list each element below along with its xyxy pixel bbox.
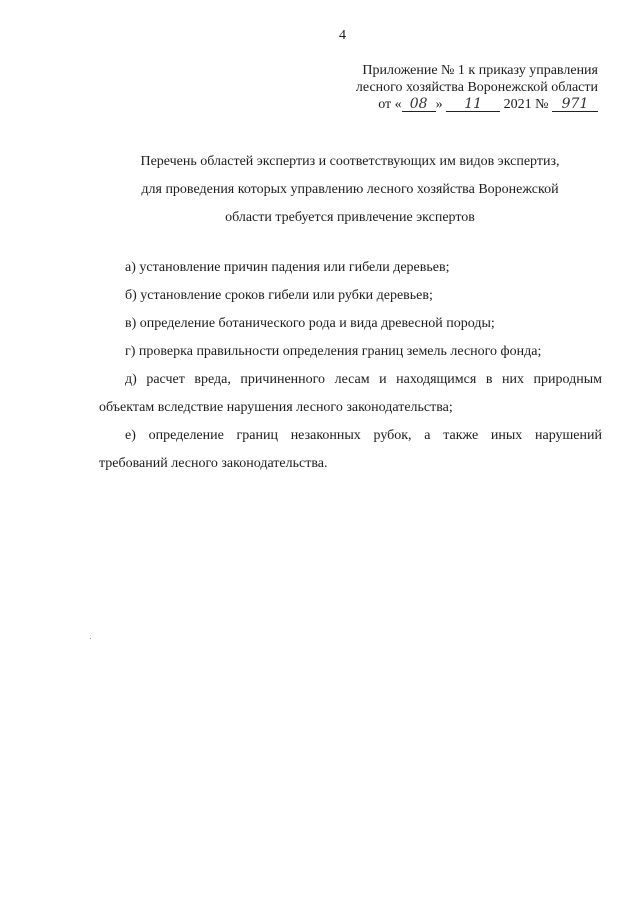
title-line-1: Перечень областей экспертиз и соответствующих им видов экспертиз, (140, 154, 560, 169)
list-item-text: а) установление причин падения или гибели деревьев; (125, 260, 450, 275)
handwritten-month: 11 (446, 97, 500, 112)
list-item-text: в) определение ботанического рода и вида древесной породы; (125, 316, 495, 331)
list-item-text: б) установление сроков гибели или рубки деревьев; (125, 288, 433, 303)
approval-line-2: лесного хозяйства Воронежской области (355, 80, 598, 95)
date-quote-close: » (435, 97, 443, 112)
list-item (99, 254, 602, 282)
title-line-2: для проведения которых управлению лесного хозяйства Воронежской (141, 182, 559, 197)
page-number: 4 (339, 28, 346, 43)
list-item (99, 366, 602, 422)
date-from-label: от « (378, 97, 402, 112)
expertise-list (99, 254, 602, 478)
list-item-continuation: объектам вследствие нарушения лесного законодательства; (99, 400, 453, 415)
handwritten-order-number: 971 (552, 97, 598, 112)
list-item-continuation: требований лесного законодательства. (99, 456, 328, 471)
list-item (99, 282, 602, 310)
list-item-text: е) определение границ незаконных рубок, а также иных нарушений (125, 428, 602, 443)
list-item (99, 338, 602, 366)
handwritten-day: 08 (402, 97, 436, 112)
approval-line-1: Приложение № 1 к приказу управления (362, 63, 598, 78)
approval-header (356, 62, 598, 113)
list-item-text: д) расчет вреда, причиненного лесам и находящимся в них природным (125, 372, 602, 387)
document-title (60, 148, 640, 232)
list-item (99, 422, 602, 478)
scan-speck (90, 638, 91, 639)
approval-date-line (356, 96, 598, 113)
date-year-label: 2021 № (503, 97, 549, 112)
list-item-text: г) проверка правильности определения границ земель лесного фонда; (125, 344, 542, 359)
title-line-3: области требуется привлечение экспертов (225, 210, 475, 225)
list-item (99, 310, 602, 338)
